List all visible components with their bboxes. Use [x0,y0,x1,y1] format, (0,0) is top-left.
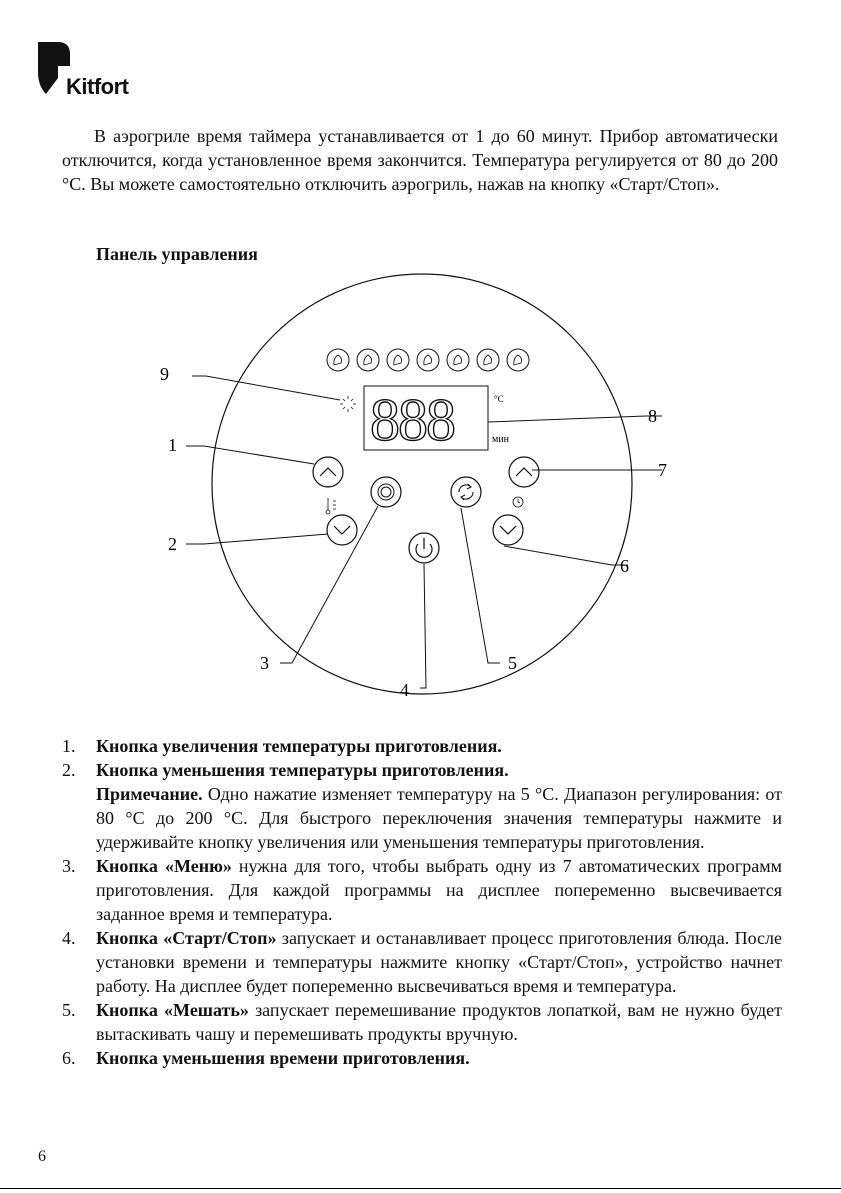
stir-button[interactable] [451,477,481,507]
shrimp-icon [387,349,409,371]
list-item-title: Кнопка «Мешать» [96,1000,249,1020]
display [364,386,510,453]
program-icons-row [327,349,529,371]
time-up-button[interactable] [509,457,539,487]
callout-7: 7 [658,460,667,480]
list-item-title: Кнопка уменьшения времени приготовления. [96,1048,470,1068]
list-item-title: Примечание. [96,784,203,804]
list-item-text: нужна для того, чтобы выбрать одну из 7 автоматических программ приготовления. Для каждой программы на дисплее попеременно высвечивается заданное время и температура. [96,856,782,924]
display-digits: 888 [370,387,454,453]
control-panel-diagram [150,268,690,708]
intro-paragraph: В аэрогриле время таймера устанавливается от 1 до 60 минут. Прибор автоматически отключится, когда установленное время закончится. Температура регулируется от 80 до 200 °С. Вы можете самостоятельно отключить аэрогриль, нажав на кнопку «Старт/Стоп». [62,126,778,194]
list-item-number: 6. [62,1048,76,1068]
fish-icon [477,349,499,371]
cake-icon [507,349,529,371]
list-item-number: 3. [62,856,76,876]
list-item-text: запускает и останавливает процесс приготовления блюда. После установки времени и температуры нажмите кнопку «Старт/Стоп», устройство начнет работу. На дисплее будет попеременно высвечиваться время и температура. [96,928,782,996]
list-item-title: Кнопка уменьшения температуры приготовления. [96,760,509,780]
callout-1: 1 [168,435,177,455]
fries-icon [327,349,349,371]
list-item-title: Кнопка увеличения температуры приготовления. [96,736,502,756]
list-item-text: Одно нажатие изменяет температуру на 5 °С. Диапазон регулирования: от 80 °С до 200 °С. Для быстрого переключения значения температуры нажмите и удерживайте кнопку увеличения или уменьшения температуры приготовления. [96,784,782,852]
list-item-title: Кнопка «Меню» [96,856,232,876]
list-item [62,926,782,998]
list-item-text: запускает перемешивание продуктов лопаткой, вам не нужно будет вытаскивать чашу и перемешивать продукты вручную. [96,1000,783,1044]
callout-6: 6 [620,556,629,576]
list-item [62,998,782,1046]
callout-5: 5 [508,653,517,673]
callout-4: 4 [400,680,409,700]
list-item-title: Кнопка «Старт/Стоп» [96,928,277,948]
clock-icon [513,497,523,507]
list-item-number: 2. [62,760,76,780]
footer-rule [0,1188,841,1189]
unit-time-label: мин [492,434,510,445]
start-stop-button[interactable] [409,533,439,563]
thermometer-icon [326,498,336,514]
list-item [62,758,782,782]
page-number: 6 [38,1148,46,1165]
list-item [62,734,782,758]
callout-3: 3 [260,653,269,673]
temp-down-button[interactable] [327,515,357,545]
list-item [62,1046,782,1070]
temp-up-button[interactable] [313,457,343,487]
unit-temp-label: °С [494,394,504,404]
list-item-number: 1. [62,736,76,756]
steak-icon [447,349,469,371]
list-item-number: 4. [62,928,76,948]
chicken-icon [417,349,439,371]
panel-outline [212,274,632,694]
drumstick-icon [357,349,379,371]
callout-8: 8 [648,406,657,426]
menu-button[interactable] [371,477,401,507]
callout-2: 2 [168,534,177,554]
list-item-number: 5. [62,1000,76,1020]
list-item [62,782,782,854]
brand-name: Kitfort [66,74,129,99]
time-down-button[interactable] [493,515,523,545]
fan-indicator-icon [340,396,356,412]
button-description-list [62,734,782,1070]
callout-9: 9 [160,364,169,384]
section-title: Панель управления [96,244,258,264]
list-item [62,854,782,926]
